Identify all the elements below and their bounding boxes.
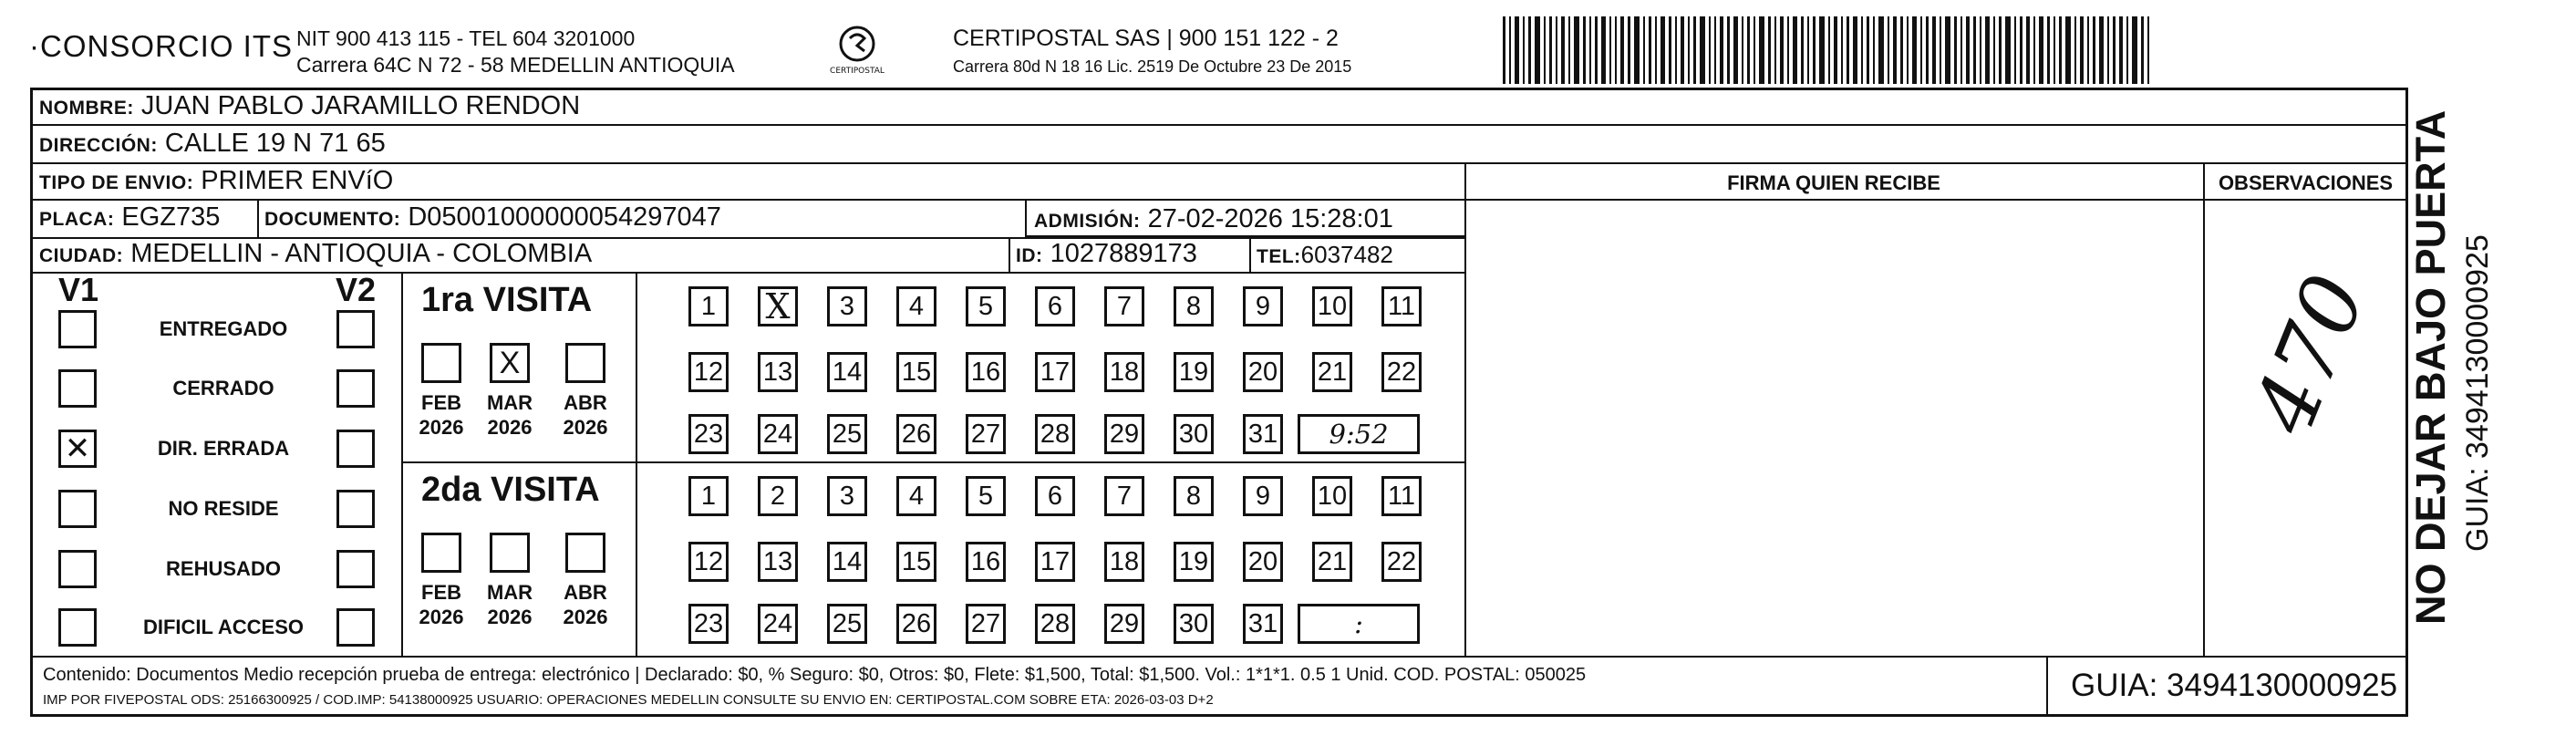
status-label: NO RESIDE — [168, 497, 279, 520]
barcode-bar — [1601, 16, 1606, 84]
month-name: ABR — [564, 391, 607, 414]
barcode-bar — [1583, 16, 1586, 84]
barcode-bar — [1768, 16, 1771, 84]
barcode-bar — [1893, 16, 1897, 84]
month-checkbox[interactable] — [421, 343, 461, 383]
month-name: FEB — [421, 391, 461, 414]
barcode-bar — [1907, 16, 1909, 84]
day-checkbox[interactable]: 26 — [896, 414, 936, 454]
day-checkbox[interactable]: 17 — [1035, 352, 1075, 392]
barcode-bar — [1900, 16, 1903, 84]
visit-title: 2da VISITA — [421, 471, 600, 509]
barcode-bar — [1503, 16, 1505, 84]
barcode-bar — [1801, 16, 1804, 84]
city-label: CIUDAD: — [39, 245, 124, 266]
day-checkbox[interactable]: 14 — [827, 352, 867, 392]
barcode-bar — [1754, 16, 1755, 84]
barcode-bar — [2074, 16, 2076, 84]
barcode-bar — [1847, 16, 1849, 84]
barcode-bar — [1920, 16, 1922, 84]
day-checkbox[interactable]: 16 — [966, 542, 1006, 582]
day-mark: X — [765, 286, 791, 326]
day-checkbox[interactable]: 28 — [1035, 414, 1075, 454]
barcode-bar — [1966, 16, 1970, 84]
day-checkbox[interactable]: 22 — [1381, 542, 1422, 582]
barcode-bar — [1993, 16, 1995, 84]
barcode-bar — [1742, 16, 1743, 84]
barcode-bar — [1813, 16, 1816, 84]
day-checkbox[interactable]: 4 — [896, 476, 936, 516]
barcode-bar — [1634, 16, 1640, 84]
barcode-bar — [1515, 16, 1519, 84]
day-checkbox[interactable]: 6 — [1035, 476, 1075, 516]
shipment-type-label: TIPO DE ENVIO: — [39, 172, 194, 193]
month-year: 2026 — [563, 416, 608, 439]
observation-handwriting: 470 — [2234, 262, 2385, 447]
barcode-bar — [1669, 16, 1671, 84]
certipostal-name: CERTIPOSTAL SAS | 900 151 122 - 2 — [953, 26, 1339, 51]
content-summary: Contenido: Documentos Medio recepción prueba de entrega: electrónico | Declarado: $0, % Seguro: $0, Otros: $0, Flete: $1,500, Total: $1,500. Vol.: 1*1*1. 0.5 1 Unid. COD. POSTAL: 050025 — [43, 665, 1587, 685]
barcode-bar — [1556, 16, 1557, 84]
barcode-bar — [1700, 16, 1705, 84]
barcode-bar — [2147, 16, 2149, 84]
day-checkbox[interactable]: 30 — [1174, 414, 1214, 454]
barcode-bar — [1932, 16, 1936, 84]
barcode-bar — [2126, 16, 2128, 84]
guia-number: GUIA: 3494130000925 — [2046, 657, 2408, 717]
v2-header: V2 — [336, 271, 377, 308]
day-checkbox[interactable]: 8 — [1174, 286, 1214, 326]
status-label: CERRADO — [172, 377, 274, 399]
visit-title: 1ra VISITA — [421, 281, 593, 319]
barcode-bar — [1888, 16, 1889, 84]
day-checkbox[interactable]: 18 — [1104, 352, 1144, 392]
barcode-bar — [1861, 16, 1863, 84]
v2-checkbox[interactable] — [336, 550, 375, 588]
day-checkbox[interactable]: 10 — [1312, 476, 1352, 516]
day-checkbox[interactable]: 13 — [758, 352, 798, 392]
v2-checkbox[interactable] — [336, 608, 375, 647]
admission-value: 27-02-2026 15:28:01 — [1147, 204, 1393, 233]
no-dejar-bajo-puerta-label: NO DEJAR BAJO PUERTA — [2407, 109, 2454, 625]
month-name: MAR — [486, 581, 533, 604]
barcode-bar — [1714, 16, 1716, 84]
day-checkbox[interactable]: 21 — [1312, 352, 1352, 392]
recipient-phone-value: 6037482 — [1300, 241, 1393, 268]
day-checkbox[interactable]: 20 — [1243, 352, 1283, 392]
barcode-bar — [1980, 16, 1981, 84]
month-label — [409, 580, 474, 629]
barcode-bar — [1528, 16, 1531, 84]
barcode-bar — [1926, 16, 1929, 84]
document — [264, 202, 721, 233]
barcode-bar — [1675, 16, 1677, 84]
barcode-bar — [2047, 16, 2050, 84]
month-label — [553, 390, 618, 440]
barcode-bar — [1655, 16, 1657, 84]
day-checkbox[interactable]: 29 — [1104, 414, 1144, 454]
barcode-bar — [1693, 16, 1696, 84]
barcode-bar — [1733, 16, 1738, 84]
day-checkbox[interactable]: 2 — [758, 476, 798, 516]
barcode-bar — [2119, 16, 2123, 84]
barcode-bar — [2014, 16, 2016, 84]
logo-caption: CERTIPOSTAL — [830, 67, 885, 76]
visit-time-field[interactable]: : — [1298, 604, 1420, 644]
month-checkbox[interactable] — [490, 533, 530, 573]
barcode-bar — [2054, 16, 2055, 84]
barcode-bar — [2107, 16, 2109, 84]
v1-checkbox[interactable] — [58, 310, 97, 348]
barcode-bar — [1643, 16, 1645, 84]
barcode-bar — [2059, 16, 2062, 84]
side-guia-number: GUIA: 3494130000925 — [2460, 234, 2495, 552]
status-label: DIFICIL ACCESO — [142, 616, 304, 638]
barcode-bar — [2093, 16, 2095, 84]
recipient-address-label: DIRECCIÓN: — [39, 135, 158, 156]
day-checkbox[interactable]: 10 — [1312, 286, 1352, 326]
day-checkbox[interactable] — [758, 286, 798, 326]
barcode-bar — [1574, 16, 1579, 84]
plate-label: PLACA: — [39, 209, 115, 230]
status-label: ENTREGADO — [159, 317, 288, 340]
barcode-bar — [2141, 16, 2144, 84]
day-checkbox[interactable]: 7 — [1104, 476, 1144, 516]
company-name: ·CONSORCIO ITS — [29, 29, 294, 63]
day-checkbox[interactable]: 8 — [1174, 476, 1214, 516]
day-checkbox[interactable]: 15 — [896, 542, 936, 582]
day-checkbox[interactable]: 1 — [688, 476, 729, 516]
barcode-bar — [1727, 16, 1730, 84]
barcode-bar — [2132, 16, 2137, 84]
day-checkbox[interactable]: 21 — [1312, 542, 1352, 582]
month-label — [409, 390, 474, 440]
month-name: FEB — [421, 581, 461, 604]
barcode-bar — [1867, 16, 1869, 84]
certipostal-address: Carrera 80d N 18 16 Lic. 2519 De Octubre 23 De 2015 — [953, 57, 1352, 76]
barcode-bar — [1549, 16, 1552, 84]
barcode-bar — [2005, 16, 2011, 84]
barcode-bar — [1688, 16, 1690, 84]
day-checkbox[interactable]: 24 — [758, 414, 798, 454]
barcode-bar — [1589, 16, 1591, 84]
v1-checkbox[interactable] — [58, 490, 97, 528]
day-checkbox[interactable]: 31 — [1243, 414, 1283, 454]
day-checkbox[interactable]: 6 — [1035, 286, 1075, 326]
v1-checkbox[interactable] — [58, 369, 97, 408]
barcode-bar — [2033, 16, 2035, 84]
day-checkbox[interactable]: 30 — [1174, 604, 1214, 644]
barcode-bar — [2020, 16, 2023, 84]
city-value: MEDELLIN - ANTIOQUIA - COLOMBIA — [130, 239, 593, 268]
month-checkbox[interactable] — [421, 533, 461, 573]
barcode-bar — [2065, 16, 2071, 84]
barcode-bar — [1595, 16, 1598, 84]
barcode-bar — [1878, 16, 1884, 84]
v1-checkbox[interactable] — [58, 608, 97, 647]
month-year: 2026 — [563, 606, 608, 628]
recipient-id — [1016, 239, 1197, 269]
certipostal-logo-icon — [825, 22, 889, 82]
month-checkbox[interactable] — [565, 533, 605, 573]
barcode-bar — [1620, 16, 1624, 84]
barcode-bar — [1828, 16, 1830, 84]
barcode-bar — [1628, 16, 1630, 84]
v1-checkbox[interactable]: ✕ — [58, 430, 97, 468]
recipient-address — [39, 129, 386, 159]
barcode-bar — [2080, 16, 2084, 84]
month-checkbox[interactable]: X — [490, 343, 530, 383]
day-checkbox[interactable]: 25 — [827, 604, 867, 644]
day-checkbox[interactable]: 28 — [1035, 604, 1075, 644]
month-year: 2026 — [487, 416, 533, 439]
barcode-bar — [1709, 16, 1711, 84]
barcode-bar — [1660, 16, 1665, 84]
day-checkbox[interactable]: 16 — [966, 352, 1006, 392]
barcode-bar — [1819, 16, 1825, 84]
admission-label: ADMISIÓN: — [1034, 211, 1141, 232]
day-checkbox[interactable]: 27 — [966, 604, 1006, 644]
day-checkbox[interactable]: 17 — [1035, 542, 1075, 582]
barcode-bar — [1999, 16, 2002, 84]
month-label — [477, 580, 543, 629]
month-year: 2026 — [419, 606, 464, 628]
company-address: Carrera 64C N 72 - 58 MEDELLIN ANTIOQUIA — [296, 53, 735, 77]
barcode — [1503, 16, 2232, 84]
barcode-bar — [2026, 16, 2030, 84]
day-checkbox[interactable]: 13 — [758, 542, 798, 582]
plate-value: EGZ735 — [121, 202, 221, 232]
barcode-bar — [1912, 16, 1917, 84]
barcode-bar — [1841, 16, 1843, 84]
recipient-id-value: 1027889173 — [1050, 239, 1197, 268]
barcode-bar — [1544, 16, 1546, 84]
visit-time-field[interactable]: 9:52 — [1298, 414, 1420, 454]
barcode-bar — [1561, 16, 1565, 84]
day-checkbox[interactable]: 7 — [1104, 286, 1144, 326]
day-checkbox[interactable]: 19 — [1174, 352, 1214, 392]
day-checkbox[interactable]: 9 — [1243, 286, 1283, 326]
barcode-bar — [1940, 16, 1941, 84]
day-checkbox[interactable]: 24 — [758, 604, 798, 644]
barcode-bar — [1985, 16, 1990, 84]
document-value: D05001000000054297047 — [408, 202, 721, 232]
day-checkbox[interactable]: 4 — [896, 286, 936, 326]
v2-checkbox[interactable] — [336, 430, 375, 468]
admission — [1034, 204, 1393, 234]
barcode-bar — [1720, 16, 1723, 84]
month-checkbox[interactable] — [565, 343, 605, 383]
signature-header: FIRMA QUIEN RECIBE — [1727, 171, 1940, 194]
day-checkbox[interactable]: 12 — [688, 352, 729, 392]
barcode-bar — [1960, 16, 1962, 84]
shipment-type-value: PRIMER ENVíO — [201, 166, 394, 195]
day-checkbox[interactable]: 12 — [688, 542, 729, 582]
v2-checkbox[interactable] — [336, 310, 375, 348]
day-checkbox[interactable]: 15 — [896, 352, 936, 392]
month-name: ABR — [564, 581, 607, 604]
barcode-bar — [2099, 16, 2104, 84]
recipient-phone-label: TEL: — [1257, 246, 1301, 267]
v2-checkbox[interactable] — [336, 490, 375, 528]
barcode-bar — [1873, 16, 1875, 84]
month-year: 2026 — [419, 416, 464, 439]
day-checkbox[interactable]: 14 — [827, 542, 867, 582]
observations-header: OBSERVACIONES — [2218, 171, 2394, 194]
barcode-bar — [1759, 16, 1764, 84]
barcode-bar — [1747, 16, 1750, 84]
day-checkbox[interactable]: 11 — [1381, 286, 1422, 326]
month-year: 2026 — [487, 606, 533, 628]
barcode-bar — [1853, 16, 1857, 84]
day-checkbox[interactable]: 19 — [1174, 542, 1214, 582]
recipient-address-value: CALLE 19 N 71 65 — [164, 129, 386, 158]
day-checkbox[interactable]: 29 — [1104, 604, 1144, 644]
recipient-name — [39, 91, 580, 121]
barcode-bar — [1793, 16, 1797, 84]
day-checkbox[interactable]: 5 — [966, 286, 1006, 326]
day-checkbox[interactable]: 22 — [1381, 352, 1422, 392]
barcode-bar — [2113, 16, 2116, 84]
signature-area — [1466, 201, 2201, 654]
day-checkbox[interactable]: 11 — [1381, 476, 1422, 516]
barcode-bar — [1945, 16, 1950, 84]
recipient-name-label: NOMBRE: — [39, 98, 134, 119]
month-label — [553, 580, 618, 629]
recipient-id-label: ID: — [1016, 245, 1043, 266]
barcode-bar — [1609, 16, 1611, 84]
barcode-bar — [1807, 16, 1809, 84]
barcode-bar — [1615, 16, 1617, 84]
barcode-bar — [1834, 16, 1837, 84]
recipient-phone — [1257, 241, 1393, 269]
barcode-bar — [1973, 16, 1976, 84]
v1-header: V1 — [58, 271, 99, 308]
day-checkbox[interactable]: 20 — [1243, 542, 1283, 582]
barcode-bar — [1568, 16, 1570, 84]
barcode-bar — [1649, 16, 1651, 84]
day-checkbox[interactable]: 23 — [688, 604, 729, 644]
barcode-bar — [1681, 16, 1684, 84]
v2-checkbox[interactable] — [336, 369, 375, 408]
barcode-bar — [2087, 16, 2089, 84]
recipient-name-value: JUAN PABLO JARAMILLO RENDON — [140, 91, 581, 120]
day-checkbox[interactable]: 3 — [827, 476, 867, 516]
company-details — [296, 26, 735, 78]
barcode-bar — [1535, 16, 1540, 84]
month-name: MAR — [486, 391, 533, 414]
day-checkbox[interactable]: 23 — [688, 414, 729, 454]
month-label — [477, 390, 543, 440]
print-details: IMP POR FIVEPOSTAL ODS: 25166300925 / COD.IMP: 54138000925 USUARIO: OPERACIONES MEDELLIN CONSULTE SU ENVIO EN: CERTIPOSTAL.COM SOBRE ETA: 2026-03-03 D+2 — [43, 692, 1214, 708]
barcode-bar — [1954, 16, 1957, 84]
city — [39, 239, 592, 269]
barcode-bar — [1780, 16, 1784, 84]
day-checkbox[interactable]: 5 — [966, 476, 1006, 516]
day-checkbox[interactable]: 25 — [827, 414, 867, 454]
day-checkbox[interactable]: 9 — [1243, 476, 1283, 516]
day-checkbox[interactable]: 3 — [827, 286, 867, 326]
barcode-bar — [1509, 16, 1511, 84]
shipment-type — [39, 166, 393, 196]
barcode-bar — [1523, 16, 1525, 84]
barcode-bar — [1774, 16, 1776, 84]
status-label: REHUSADO — [166, 557, 281, 580]
v1-checkbox[interactable] — [58, 550, 97, 588]
day-checkbox[interactable]: 26 — [896, 604, 936, 644]
barcode-bar — [1787, 16, 1789, 84]
status-label: DIR. ERRADA — [157, 437, 290, 460]
plate — [39, 202, 220, 233]
document-label: DOCUMENTO: — [264, 209, 401, 230]
day-checkbox[interactable]: 27 — [966, 414, 1006, 454]
day-checkbox[interactable]: 1 — [688, 286, 729, 326]
day-checkbox[interactable]: 18 — [1104, 542, 1144, 582]
barcode-bar — [2039, 16, 2043, 84]
company-nit: NIT 900 413 115 - TEL 604 3201000 — [296, 26, 636, 50]
day-checkbox[interactable]: 31 — [1243, 604, 1283, 644]
